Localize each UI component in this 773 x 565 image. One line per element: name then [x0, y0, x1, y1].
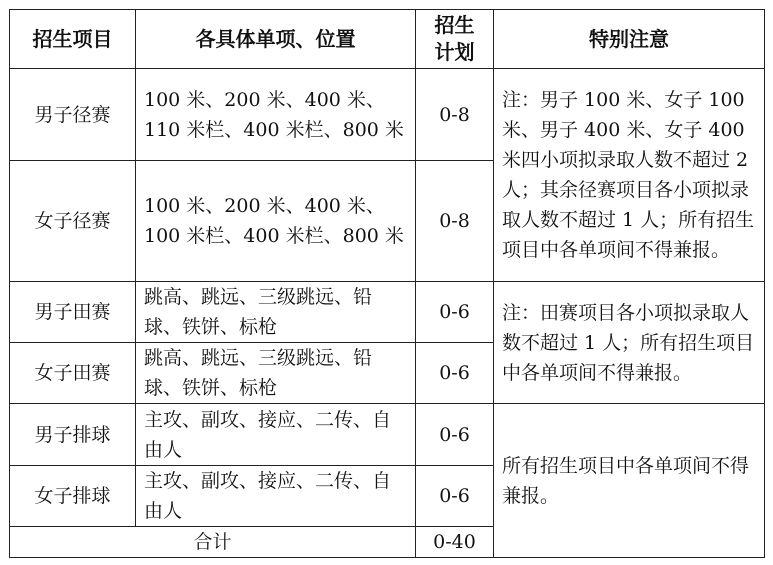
field-note-cell: 注：田赛项目各小项拟录取人数不超过 1 人；所有招生项目中各单项间不得兼报。: [494, 282, 765, 404]
items-cell: 100 米、200 米、400 米、110 米栏、400 米栏、800 米: [136, 69, 416, 161]
items-cell: 跳高、跳远、三级跳远、铅球、铁饼、标枪: [136, 282, 416, 343]
items-cell: 跳高、跳远、三级跳远、铅球、铁饼、标枪: [136, 343, 416, 404]
header-plan-line1: 招生: [434, 13, 475, 37]
table-row: [10, 404, 765, 466]
track-note-cell: 注：男子 100 米、女子 100 米、男子 400 米、女子 400 米四小项拟录取人数不超过 2 人；其余径赛项目各小项拟录取人数不超过 1 人；所有招生项目中各单项间不得兼报。: [494, 69, 765, 282]
project-cell: 男子排球: [10, 404, 136, 466]
plan-cell: 0-6: [416, 404, 494, 466]
plan-cell: 0-8: [416, 69, 494, 161]
plan-cell: 0-6: [416, 282, 494, 343]
enrollment-table: [9, 9, 765, 558]
project-cell: 男子田赛: [10, 282, 136, 343]
items-cell: 主攻、副攻、接应、二传、自由人: [136, 466, 416, 527]
items-cell: 100 米、200 米、400 米、100 米栏、400 米栏、800 米: [136, 161, 416, 282]
volleyball-note-cell: 所有招生项目中各单项间不得兼报。: [494, 404, 765, 558]
total-label: 合计: [10, 527, 416, 558]
table-row: [10, 282, 765, 343]
header-items: 各具体单项、位置: [136, 10, 416, 69]
table-row: [10, 69, 765, 161]
project-cell: 男子径赛: [10, 69, 136, 161]
header-plan: [416, 10, 494, 69]
header-plan-line2: 计划: [434, 40, 475, 64]
total-plan: 0-40: [416, 527, 494, 558]
header-row: [10, 10, 765, 69]
header-notes: 特别注意: [494, 10, 765, 69]
plan-cell: 0-6: [416, 343, 494, 404]
items-cell: 主攻、副攻、接应、二传、自由人: [136, 404, 416, 466]
plan-cell: 0-8: [416, 161, 494, 282]
project-cell: 女子径赛: [10, 161, 136, 282]
project-cell: 女子排球: [10, 466, 136, 527]
header-project: 招生项目: [10, 10, 136, 69]
plan-cell: 0-6: [416, 466, 494, 527]
project-cell: 女子田赛: [10, 343, 136, 404]
